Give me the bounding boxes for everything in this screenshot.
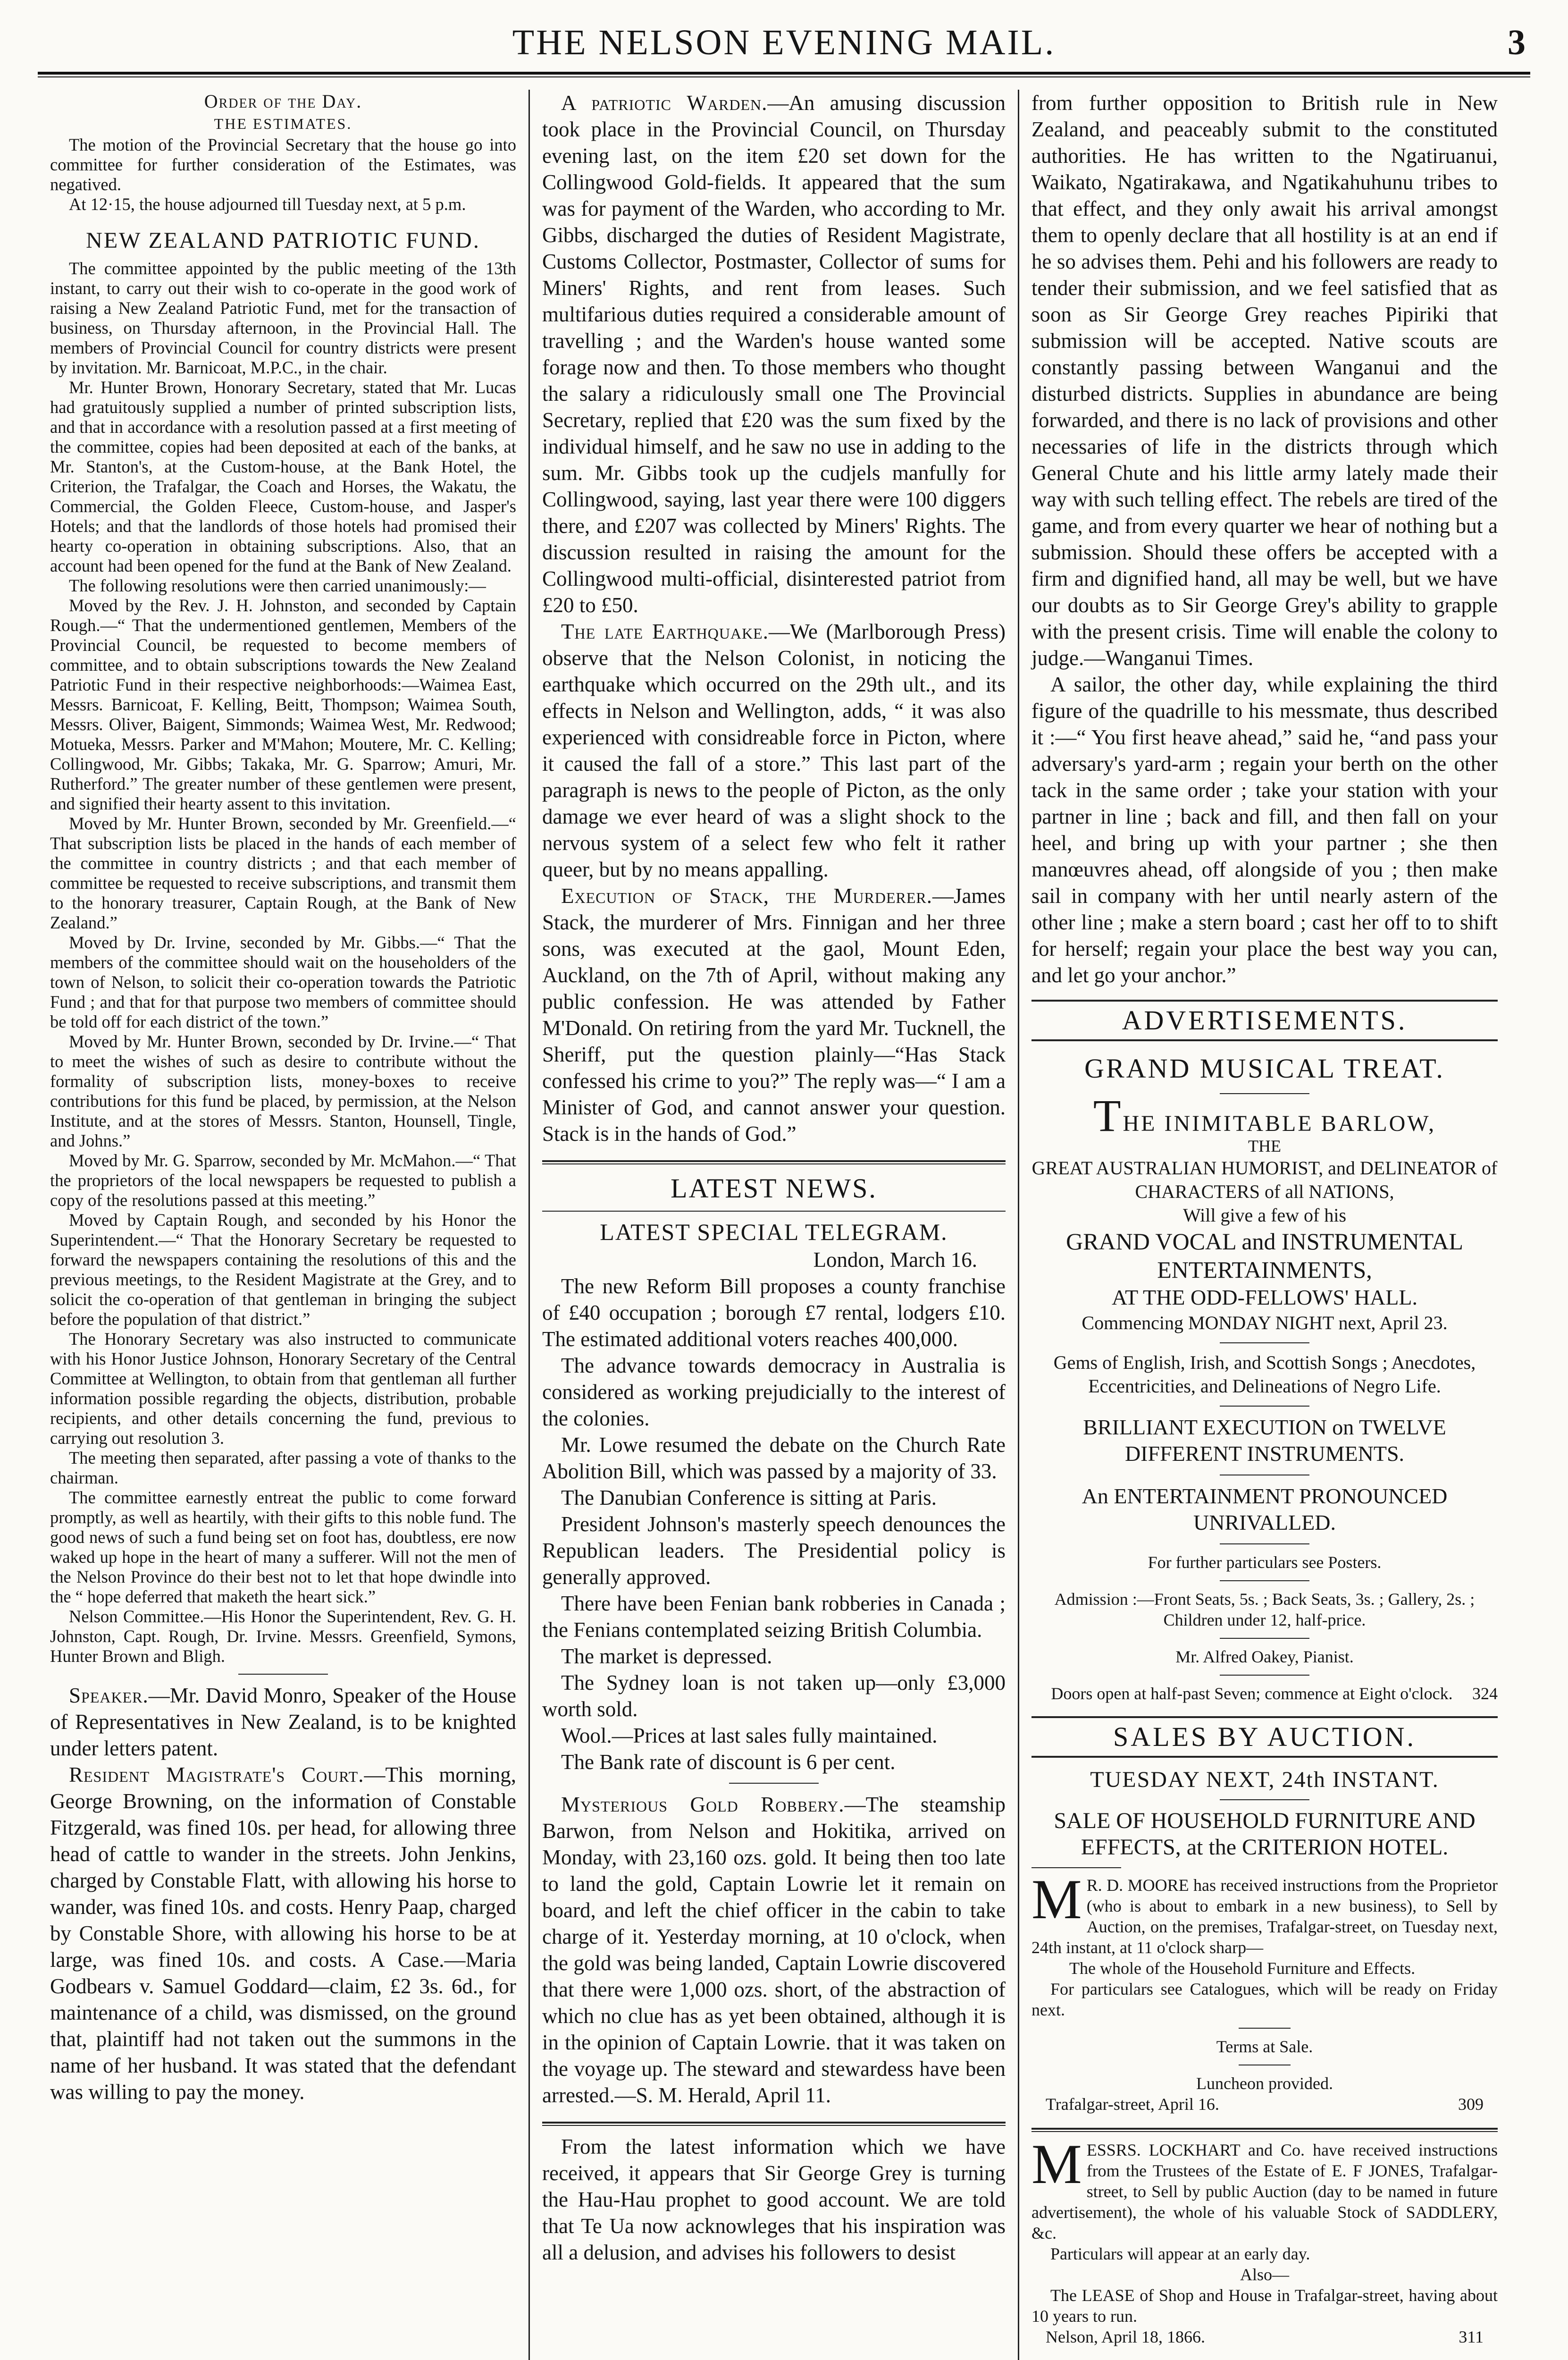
divider (1220, 1406, 1309, 1407)
court-text: —This morning, George Browning, on the information of Constable Fitzgerald, was fined 10s. per head, for allowing three head of cattle to wander in the streets. John Jenkins, charged by Constable Flatt, with allowing his horse to wander, was fined 10s. and costs. Henry Paap, charged by Constable Shore, with allowing his horse to be at large, was fined 10s. and costs. A Case.—Maria Godbears v. Samuel Goddard—claim, £2 3s. 6d., for maintenance of a child, was dismissed, on the ground that, plaintiff had not taken out the summons in the name of her husband. It was stated that the defendant was willing to pay the money. (50, 1763, 516, 2104)
pianist-line: Mr. Alfred Oakey, Pianist. (1175, 1647, 1354, 1666)
divider (1220, 1342, 1309, 1343)
sales-by-auction-banner: SALES BY AUCTION. (1031, 1716, 1498, 1758)
fund-paragraph-4: Moved by the Rev. J. H. Johnston, and seconded by Captain Rough.—“ That the undermentioned gentlemen, Members of the Provincial Council, be requested to become members of committee, and to obtain subscriptions towards the New Zealand Patriotic Fund in their respective neighborhoods:—Waimea East, Messrs. Barnicoat, F. Kelling, Beitt, Thompson; Waimea South, Messrs. Oliver, Baigent, Simmonds; Waimea West, Mr. Redwood; Motueka, Messrs. Parker and M'Mahon; Moutere, Mr. C. Kelling; Collingwood, Mr. Gibbs; Takaka, Mr. G. Sparrow; Amuri, Mr. Rutherford.” The greater number of these gentlemen were present, and signified their hearty assent to this invitation. (50, 596, 516, 813)
telegram-item-9: Wool.—Prices at last sales fully maintained. (561, 1724, 938, 1747)
drop-cap: M (1031, 2132, 1082, 2195)
gold-robbery-lead: Mysterious Gold Robbery. (561, 1793, 845, 1816)
divider (1239, 2028, 1291, 2029)
fund-paragraph-8: Moved by Mr. G. Sparrow, seconded by Mr. McMahon.—“ That the proprietors of the local newspapers be requested to publish a copy of the resolutions passed at this meeting.” (50, 1151, 516, 1210)
column-1 (38, 90, 528, 2360)
divider (542, 1211, 1006, 1212)
telegram-item-5: President Johnson's masterly speech denounces the Republican leaders. The Presidential policy is generally approved. (542, 1512, 1006, 1589)
brilliant-line: BRILLIANT EXECUTION on TWELVE DIFFERENT INSTRUMENTS. (1083, 1415, 1446, 1466)
sailor-anecdote: A sailor, the other day, while explaining the third figure of the quadrille to his messmate, thus described it :—“ You first heave ahead,” said he, “and pass your adversary's yard-arm ; regain your berth on the other tack in the same order ; take your station with your partner in line ; back and fill, and then fall on your heel, and bring up with your partner ; she then manœuvres ahead, off alongside of you ; then make sail in company with her until nearly astern of the other line ; make a stern board ; cast her off to to shift for herself; regain your place the best way you can, and let go your anchor.” (1031, 673, 1498, 987)
telegram-item-7: The market is depressed. (561, 1644, 772, 1668)
telegram-item-6: There have been Fenian bank robberies in Canada ; the Fenians contemplated seizing British Columbia. (542, 1592, 1006, 1642)
luncheon-line: Luncheon provided. (1196, 2074, 1333, 2093)
fund-paragraph-5: Moved by Mr. Hunter Brown, seconded by Mr. Greenfield.—“ That subscription lists be placed in the hands of each member of the committee in country districts ; and that each member of committee be requested to receive subscriptions, and transmit them to the honorary treasurer, Captain Rough, at the Bank of New Zealand.” (50, 814, 516, 932)
hall-line: AT THE ODD-FELLOWS' HALL. (1112, 1285, 1417, 1309)
doors-line (1031, 1683, 1498, 1704)
divider (1220, 1638, 1309, 1639)
fund-paragraph-7: Moved by Mr. Hunter Brown, seconded by Dr. Irvine.—“ That to meet the wishes of such as desire to contribute without the formality of subscription lists, money-boxes to receive contributions for this fund be placed, by permission, at the Nelson Institute, and at the stores of Messrs. Stanton, Hounsell, Tingle, and Johns.” (50, 1032, 516, 1150)
fund-paragraph-1: The committee appointed by the public meeting of the 13th instant, to carry out their wish to co-operate in the good work of raising a New Zealand Patriotic Fund, met for the transaction of business, on Thursday afternoon, in the Provincial Hall. The members of Provincial Council for country districts were present by invitation. Mr. Barnicoat, M.P.C., in the chair. (50, 259, 516, 377)
trafalgar-text: Trafalgar-street, April 16. (1046, 2095, 1219, 2114)
also-line: Also— (1240, 2265, 1289, 2284)
telegram-title: LATEST SPECIAL TELEGRAM. (600, 1219, 948, 1245)
divider (1220, 1580, 1309, 1581)
column-2 (528, 90, 1019, 2360)
divider (1220, 1675, 1309, 1676)
warden-text: —An amusing discussion took place in the Provincial Council, on Thursday evening last, on the item £20 set down for the Collingwood Gold-fields. It appeared that the sum was for payment of the Warden, who according to Mr. Gibbs, discharged the duties of Resident Magistrate, Customs Collector, Postmaster, Collector of sums for Miners' Rights, and rent from leases. Such multifarious duties required a considerable amount of travelling ; and the Warden's house wanted some forage now and then. To those members who thought the salary a ridiculously small one The Provincial Secretary, replied that £20 was the sum fixed by the individual himself, and he saw no use in adding to the sum. Mr. Gibbs took up the cudjels manfully for Collingwood, saying, last year there were 100 diggers there, and £207 was collected by Miners' Rights. The discussion resulted in raising the amount for the Collingwood multi-official, disinterested patriot from £20 to £50. (542, 91, 1006, 617)
earthquake-lead: The late Earthquake. (561, 620, 769, 643)
sale-title: SALE OF HOUSEHOLD FURNITURE AND EFFECTS, at the CRITERION HOTEL. (1054, 1808, 1476, 1860)
commencing-line: Commencing MONDAY NIGHT next, April 23. (1082, 1312, 1448, 1333)
section-rule (542, 2122, 1006, 2126)
divider (238, 1674, 328, 1675)
warden-article (542, 90, 1006, 618)
telegram-item-1: The new Reform Bill proposes a county franchise of £40 occupation ; borough £7 rental, lodgers £10. The estimated additional voters reaches 400,000. (542, 1274, 1006, 1351)
moore-text: R. D. MOORE has received instructions from the Proprietor (who is about to embark in a new business), to Sell by Auction, on the premises, Trafalgar-street, on Tuesday next, 24th instant, at 11 o'clock sharp— (1031, 1876, 1498, 1957)
speaker-lead: Speaker. (69, 1684, 149, 1707)
section-rule (1031, 2128, 1498, 2132)
telegram-item-2: The advance towards democracy in Australia is considered as working prejudicially to the interest of the colonies. (542, 1354, 1006, 1430)
barlow-heading (1031, 1090, 1498, 1141)
fund-paragraph-12: The committee earnestly entreat the public to come forward promptly, as well as heartily, with their gifts to this noble fund. The good news of such a fund being set on foot has, doubtless, ere now waked up hope in the heart of many a sufferer. Will not the men of the Nelson Province do their best not to let that hope dwindle into the “ hope deferred that maketh the heart sick.” (50, 1488, 516, 1606)
hauhau-article: From the latest information which we have received, it appears that Sir George Grey is turning the Hau-Hau prophet to good account. We are told that Te Ua now acknowleges that his inspiration was all a delusion, and advises his followers to desist (542, 2135, 1006, 2264)
page-number: 3 (1508, 23, 1526, 62)
the-label: THE (1248, 1137, 1281, 1155)
gold-robbery-article (542, 1791, 1006, 2108)
fund-paragraph-9: Moved by Captain Rough, and seconded by his Honor the Superintendent.—“ That the Honorary Secretary be requested to forward the newspapers containing the resolutions of this and the previous meetings, to the Resident Magistrate at the Grey, and to solicit the co-operation of that gentleman in bringing the subject before the population of that district.” (50, 1210, 516, 1329)
admission-line: Admission :—Front Seats, 5s. ; Back Seats, 3s. ; Gallery, 2s. ; Children under 12, half-price. (1054, 1590, 1475, 1629)
gold-robbery-text: —The steamship Barwon, from Nelson and Hokitika, arrived on Monday, with 23,160 ozs. gold. It being then too late to land the gold, Captain Lowrie let it remain on board, and left the chief officer in the cabin to take charge of it. Yesterday morning, at 10 o'clock, when the gold was being landed, Captain Lowrie discovered that there were 1,000 ozs. short, of the abstraction of which no clue has as yet been obtained, although it is in the opinion of Captain Lowrie. that it was taken on the voyage up. The steward and stewardess have been arrested.—S. M. Herald, April 11. (542, 1793, 1006, 2107)
lockhart-paragraph (1031, 2132, 1498, 2243)
hauhau-article-continued: from further opposition to British rule in New Zealand, and peaceably submit to the constituted authorities. He has written to the Ngatiruanui, Waikato, Ngatirakawa, and Ngatikahuhunu tribes to that effect, and they only await his arrival amongst them to openly declare that all hostility is at an end if he so advises them. Pehi and his followers are ready to tender their submission, and we feel satisfied that as soon as Sir George Grey reaches Pipiriki that submission will be accepted. Native scouts are constantly passing between Wanganui and the disturbed districts. Supplies in abundance are being forwarded, and there is no lack of provisions and other necessaries of life in the districts through which General Chute and his little army lately made their way with such telling effect. The rebels are tired of the game, and from every quarter we hear of nothing but a submission. Should these offers be accepted with a firm and dignified hand, all may be well, but we have our doubts as to Sir George Grey's ability to grapple with the present crisis. Time will enable the colony to judge.—Wanganui Times. (1031, 91, 1498, 670)
lockhart-advertisement (1031, 2132, 1498, 2347)
drop-cap: M (1031, 1868, 1082, 1930)
lockhart-text: ESSRS. LOCKHART and Co. have received instructions from the Trustees of the Estate of E. F JONES, Trafalgar-street, to Sell by public Auction (day to be named in future advertisement), the whole of his valuable Stock of SADDLERY, &c. (1031, 2141, 1498, 2242)
early-day-paragraph: Particulars will appear at an early day. (1050, 2244, 1310, 2263)
doors-text: Doors open at half-past Seven; commence at Eight o'clock. (1051, 1684, 1453, 1703)
furniture-sale-advertisement (1031, 1768, 1498, 2115)
order-of-the-day-heading: Order of the Day. (204, 91, 362, 112)
fund-paragraph-10: The Honorary Secretary was also instructed to communicate with his Honor Justice Johnson, Honorary Secretary of the Central Committee at Wellington, to obtain from that gentleman all further information possible regarding the objects, distribution, probable recipients, and other details concerning the fund, previous to carrying out resolution 3. (50, 1329, 516, 1448)
court-lead: Resident Magistrate's Court. (69, 1763, 364, 1787)
lease-paragraph: The LEASE of Shop and House in Trafalgar-street, having about 10 years to run. (1031, 2286, 1498, 2326)
adjourned-paragraph: At 12·15, the house adjourned till Tuesday next, at 5 p.m. (69, 194, 466, 214)
posters-line: For further particulars see Posters. (1148, 1553, 1382, 1572)
advertisements-banner: ADVERTISEMENTS. (1031, 1000, 1498, 1041)
moore-paragraph (1031, 1868, 1498, 1958)
newspaper-title: THE NELSON EVENING MAIL. (512, 23, 1056, 62)
telegram-item-4: The Danubian Conference is sitting at Paris. (561, 1486, 937, 1509)
divider (1220, 1799, 1309, 1800)
telegram-dateline: London, March 16. (813, 1248, 977, 1272)
drop-cap: T (1093, 1090, 1123, 1141)
whole-paragraph: The whole of the Household Furniture and Effects. (1069, 1959, 1416, 1978)
divider (1220, 1093, 1309, 1094)
musical-treat-heading: GRAND MUSICAL TREAT. (1084, 1053, 1445, 1084)
fund-paragraph-6: Moved by Dr. Irvine, seconded by Mr. Gibbs.—“ That the members of the committee should wait on the householders of the town of Nelson, to solicit their co-operation towards the Patriotic Fund ; and that for that purpose two members of committee should be told off for each district of the town.” (50, 933, 516, 1031)
humorist-line: GREAT AUSTRALIAN HUMORIST, and DELINEATOR of CHARACTERS of all NATIONS, (1031, 1157, 1498, 1202)
tuesday-next-heading: TUESDAY NEXT, 24th INSTANT. (1090, 1767, 1439, 1792)
speaker-text: —Mr. David Monro, Speaker of the House of Representatives in New Zealand, is to be knighted under letters patent. (50, 1684, 516, 1760)
unrivalled-line: An ENTERTAINMENT PRONOUNCED UNRIVALLED. (1082, 1484, 1448, 1534)
telegram-item-10: The Bank rate of discount is 6 per cent. (561, 1750, 896, 1774)
masthead-rule (38, 72, 1530, 77)
stack-text: —James Stack, the murderer of Mrs. Finnigan and her three sons, was executed at the gaol, Mount Eden, Auckland, on the 7th of April, without making any public confession. He was attended by Father M'Donald. On retiring from the yard Mr. Tucknell, the Sheriff, put the question plainly—“Has Stack confessed his crime to you?” The reply was—“ I am a Minister of God, and cannot answer your question. Stack is in the hands of God.” (542, 884, 1006, 1146)
court-article (50, 1762, 516, 2105)
fund-paragraph-2: Mr. Hunter Brown, Honorary Secretary, stated that Mr. Lucas had gratuitously supplied a number of printed subscription lists, and that in accordance with a resolution passed at a first meeting of the committee, copies had been deposited at each of the banks, at Mr. Stanton's, at the Custom-house, at the Bank Hotel, the Criterion, the Trafalgar, the Coach and Horses, the Wakatu, the Commercial, the Golden Fleece, Custom-house, and Jasper's Hotels; and that the landlords of those hotels had promised their hearty co-operation in obtaining subscriptions. Also, that an account had been opened for the fund at the Bank of New Zealand. (50, 378, 516, 575)
fund-paragraph-11: The meeting then separated, after passing a vote of thanks to the chairman. (50, 1448, 516, 1487)
speaker-article (50, 1682, 516, 1762)
patriotic-fund-title: NEW ZEALAND PATRIOTIC FUND. (86, 228, 480, 253)
fund-paragraph-13: Nelson Committee.—His Honor the Superintendent, Rev. G. H. Johnston, Capt. Rough, Dr. Irvine. Messrs. Greenfield, Symons, Hunter Brown and Bligh. (50, 1607, 516, 1666)
divider (729, 1783, 819, 1784)
latest-news-title: LATEST NEWS. (671, 1173, 877, 1204)
trafalgar-line (1031, 2094, 1498, 2115)
column-3 (1019, 90, 1510, 2360)
will-give-line: Will give a few of his (1182, 1205, 1347, 1226)
masthead (38, 19, 1530, 72)
columns (38, 90, 1530, 2360)
ad-number: 311 (1459, 2327, 1484, 2346)
ad-number: 324 (1472, 1684, 1498, 1703)
nelson-date-text: Nelson, April 18, 1866. (1046, 2327, 1205, 2346)
fund-paragraph-3: The following resolutions were then carried unanimously:— (69, 576, 486, 595)
earthquake-text: —We (Marlborough Press) observe that the Nelson Colonist, in noticing the earthquake which occurred on the 29th ult., and its effects in Nelson and Wellington, adds, “ it was also experienced with considreable force in Picton, where it caused the fall of a store.” This last part of the paragraph is news to the people of Picton, as the only damage we ever heard of was a slight shock to the nervous system of a select few who felt it rather queer, but by no means appalling. (542, 620, 1006, 881)
gems-line: Gems of English, Irish, and Scottish Songs ; Anecdotes, Eccentricities, and Delineations of Negro Life. (1053, 1352, 1476, 1397)
telegram-item-3: Mr. Lowe resumed the debate on the Church Rate Abolition Bill, which was passed by a majority of 33. (542, 1433, 1006, 1483)
ad-number: 309 (1458, 2095, 1484, 2114)
telegram-item-8: The Sydney loan is not taken up—only £3,000 worth sold. (542, 1671, 1006, 1721)
earthquake-article (542, 618, 1006, 883)
catalogues-paragraph: For particulars see Catalogues, which will be ready on Friday next. (1031, 1980, 1498, 2019)
grand-vocal-line: GRAND VOCAL and INSTRUMENTAL ENTERTAINMENTS, (1066, 1228, 1463, 1283)
warden-lead: A patriotic Warden. (561, 91, 768, 115)
divider (1220, 1543, 1309, 1544)
barlow-heading-text: HE INIMITABLE BARLOW, (1123, 1111, 1436, 1136)
estimates-paragraph: The motion of the Provincial Secretary that the house go into committee for further consideration of the Estimates, was negatived. (50, 135, 516, 194)
estimates-heading: THE ESTIMATES. (214, 115, 352, 132)
terms-line: Terms at Sale. (1216, 2037, 1313, 2056)
barlow-advertisement (1031, 1052, 1498, 1704)
stack-article (542, 883, 1006, 1147)
nelson-date-line (1031, 2326, 1498, 2347)
section-rule (542, 1160, 1006, 1164)
stack-lead: Execution of Stack, the Murderer. (561, 884, 933, 908)
